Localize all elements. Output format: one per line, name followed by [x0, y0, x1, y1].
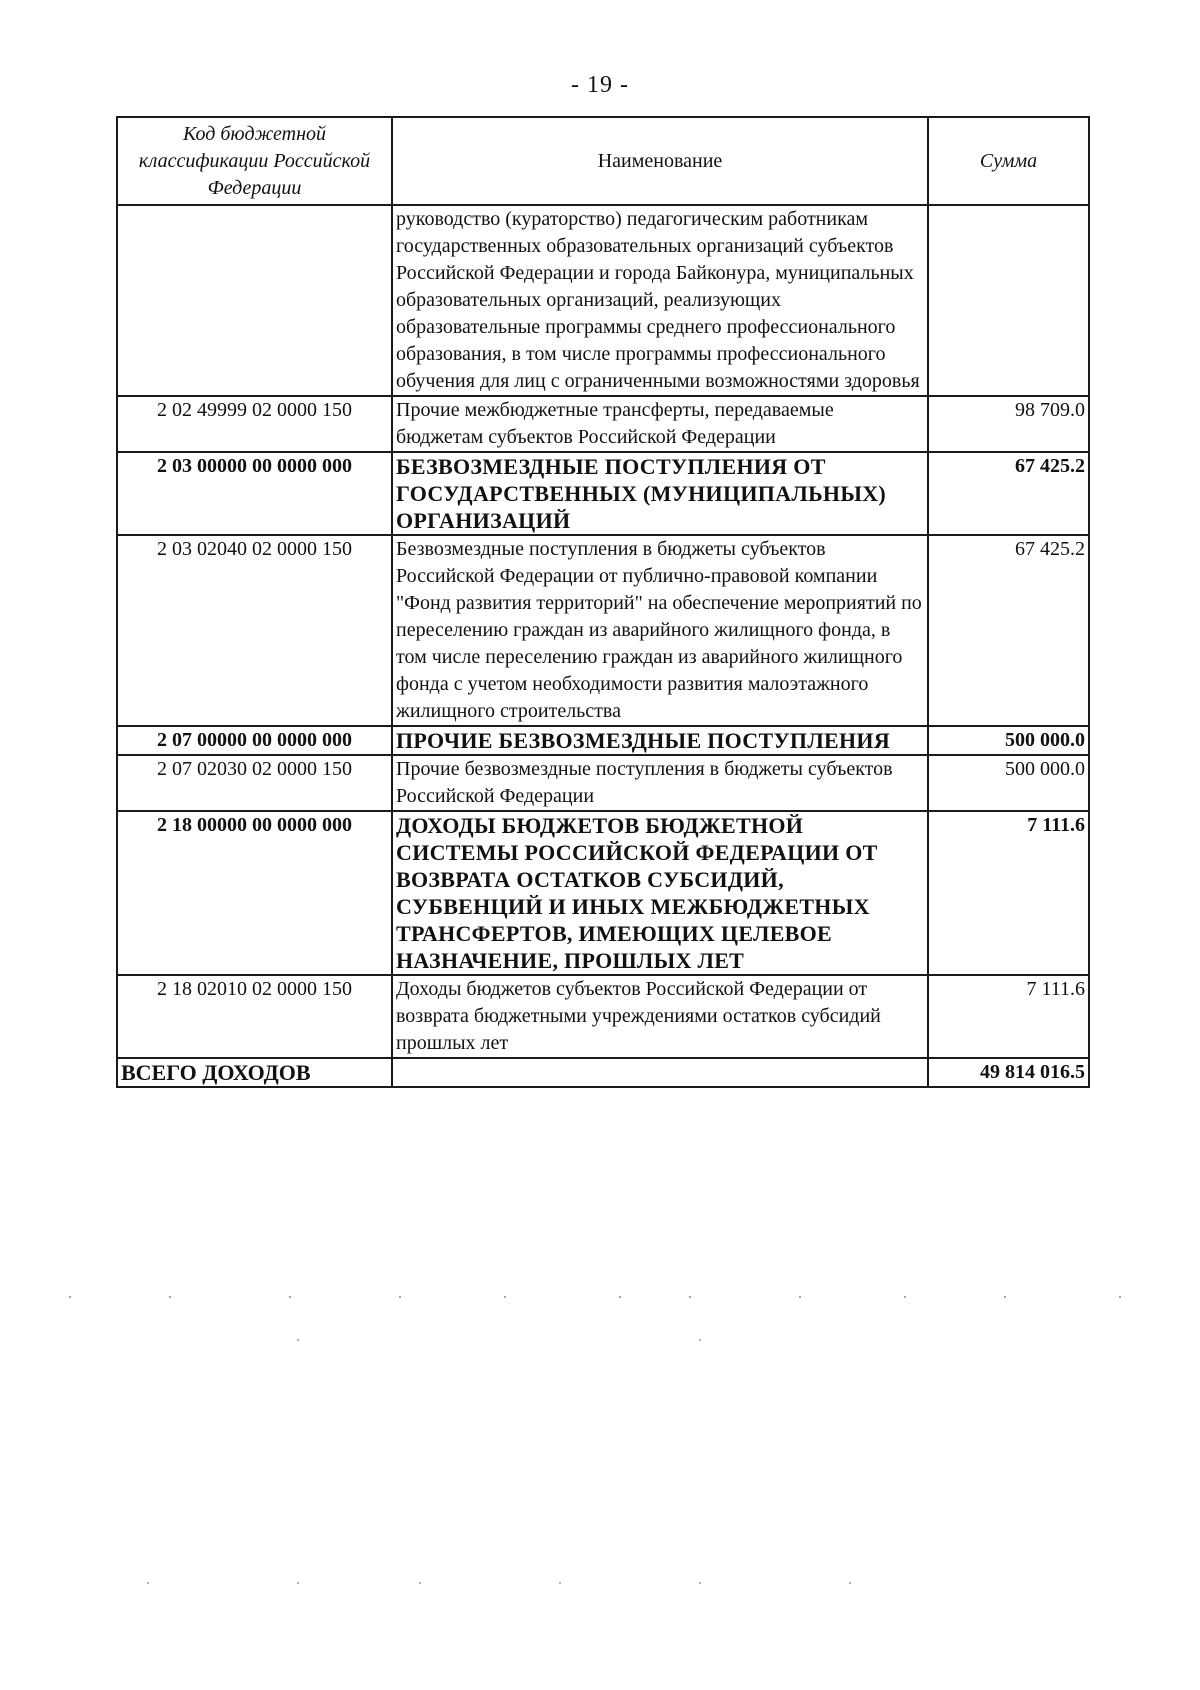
row-code: 2 03 00000 00 0000 000	[117, 452, 392, 535]
table-row	[117, 975, 1089, 1058]
row-sum: 500 000.0	[928, 726, 1089, 755]
scan-artifact-dots	[0, 1292, 1200, 1302]
table-row	[117, 535, 1089, 726]
row-name: Доходы бюджетов субъектов Российской Федерации от возврата бюджетными учреждениями остатков субсидий прошлых лет	[392, 975, 928, 1058]
row-sum: 67 425.2	[928, 452, 1089, 535]
row-name: ДОХОДЫ БЮДЖЕТОВ БЮДЖЕТНОЙ СИСТЕМЫ РОССИЙСКОЙ ФЕДЕРАЦИИ ОТ ВОЗВРАТА ОСТАТКОВ СУБСИДИЙ, СУБВЕНЦИЙ И ИНЫХ МЕЖБЮДЖЕТНЫХ ТРАНСФЕРТОВ, ИМЕЮЩИХ ЦЕЛЕВОЕ НАЗНАЧЕНИЕ, ПРОШЛЫХ ЛЕТ	[392, 811, 928, 975]
row-code: 2 03 02040 02 0000 150	[117, 535, 392, 726]
table-row-section	[117, 726, 1089, 755]
table-row	[117, 205, 1089, 396]
row-name: руководство (кураторство) педагогическим работникам государственных образовательных организаций субъектов Российской Федерации и города Байконура, муниципальных образовательных организаций, реализующих образовательные программы среднего профессионального образования, в том числе программы профессионального обучения для лиц с ограниченными возможностями здоровья	[392, 205, 928, 396]
row-sum: 500 000.0	[928, 755, 1089, 811]
total-label: ВСЕГО ДОХОДОВ	[117, 1058, 392, 1087]
row-sum: 67 425.2	[928, 535, 1089, 726]
row-code	[117, 205, 392, 396]
table-row-total	[117, 1058, 1089, 1087]
scan-artifact-dots	[0, 1578, 1200, 1588]
row-name: Безвозмездные поступления в бюджеты субъектов Российской Федерации от публично-правовой компании "Фонд развития территорий" на обеспечение мероприятий по переселению граждан из аварийного жилищного фонда, в том числе переселению граждан из аварийного жилищного фонда с учетом необходимости развития малоэтажного жилищного строительства	[392, 535, 928, 726]
row-code: 2 07 00000 00 0000 000	[117, 726, 392, 755]
table-row-section	[117, 811, 1089, 975]
row-name: БЕЗВОЗМЕЗДНЫЕ ПОСТУПЛЕНИЯ ОТ ГОСУДАРСТВЕННЫХ (МУНИЦИПАЛЬНЫХ) ОРГАНИЗАЦИЙ	[392, 452, 928, 535]
row-sum: 7 111.6	[928, 811, 1089, 975]
row-name: ПРОЧИЕ БЕЗВОЗМЕЗДНЫЕ ПОСТУПЛЕНИЯ	[392, 726, 928, 755]
row-code: 2 18 00000 00 0000 000	[117, 811, 392, 975]
header-code: Код бюджетной классификации Российской Федерации	[117, 117, 392, 205]
row-code: 2 07 02030 02 0000 150	[117, 755, 392, 811]
table-row-section	[117, 452, 1089, 535]
table-row	[117, 755, 1089, 811]
table-row	[117, 396, 1089, 452]
total-name-empty	[392, 1058, 928, 1087]
row-sum: 98 709.0	[928, 396, 1089, 452]
row-sum	[928, 205, 1089, 396]
table-header-row	[117, 117, 1089, 205]
row-code: 2 02 49999 02 0000 150	[117, 396, 392, 452]
row-name: Прочие межбюджетные трансферты, передаваемые бюджетам субъектов Российской Федерации	[392, 396, 928, 452]
scan-artifact-dots	[0, 1335, 1200, 1345]
header-name: Наименование	[392, 117, 928, 205]
row-code: 2 18 02010 02 0000 150	[117, 975, 392, 1058]
row-sum: 7 111.6	[928, 975, 1089, 1058]
row-name: Прочие безвозмездные поступления в бюджеты субъектов Российской Федерации	[392, 755, 928, 811]
page-number: - 19 -	[571, 72, 629, 98]
total-sum: 49 814 016.5	[928, 1058, 1089, 1087]
header-sum: Сумма	[928, 117, 1089, 205]
revenue-table	[116, 116, 1090, 1088]
